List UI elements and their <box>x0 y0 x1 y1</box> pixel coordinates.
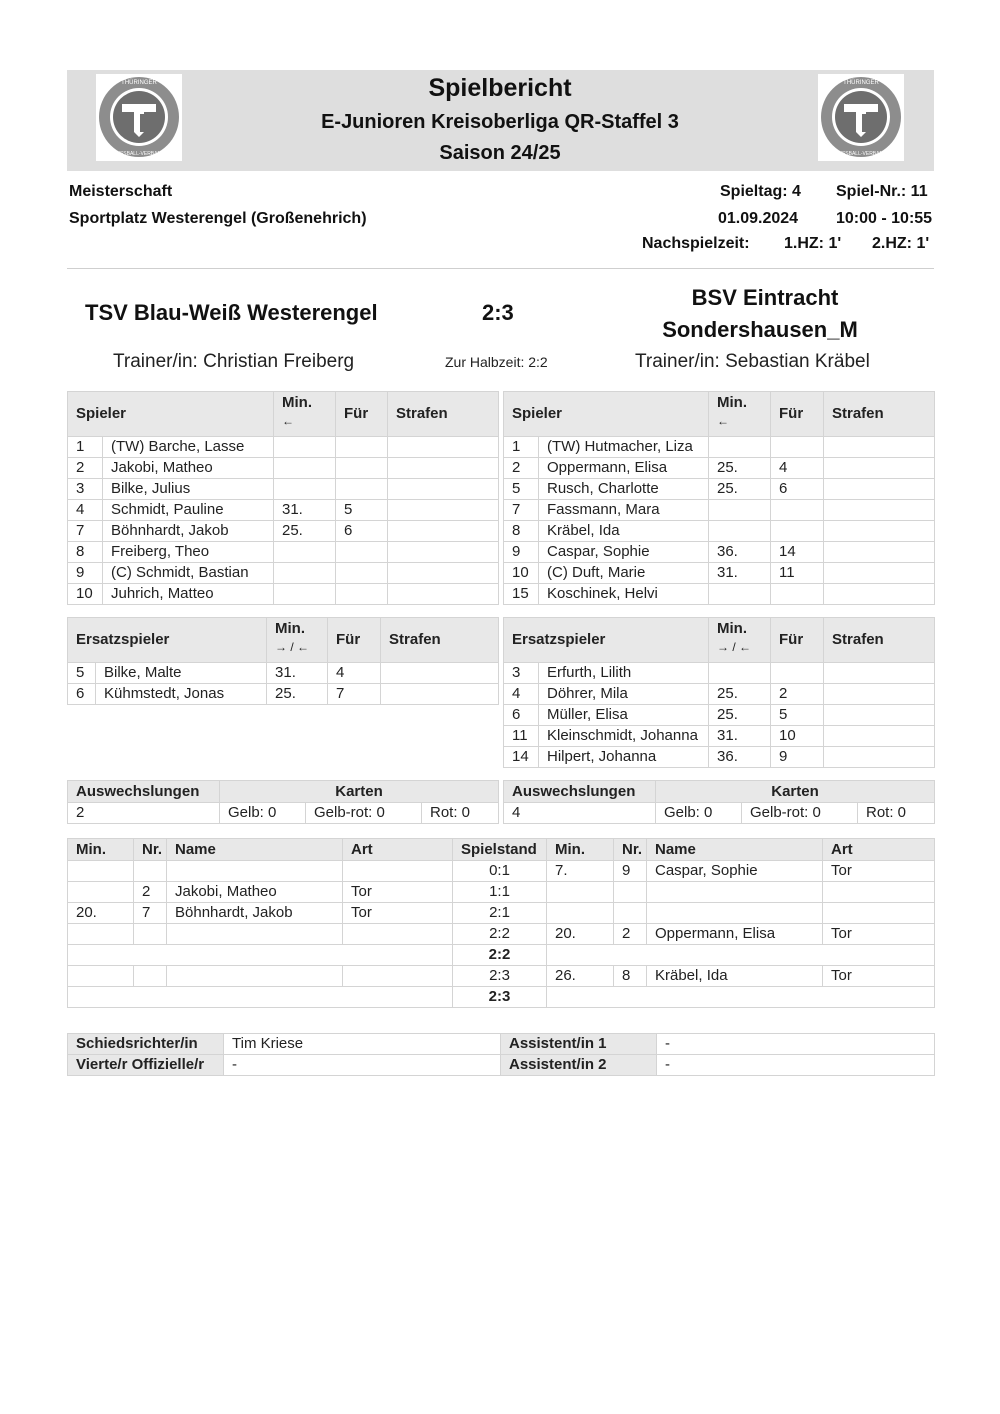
referee-label: Schiedsrichter/in <box>68 1034 224 1055</box>
sub-for <box>336 479 388 500</box>
sub-for: 4 <box>328 663 381 684</box>
event-row <box>68 903 935 924</box>
subs-count: 4 <box>504 803 656 824</box>
sub-minute: 25. <box>709 479 771 500</box>
player-row <box>504 458 935 479</box>
penalties <box>388 521 499 542</box>
penalties <box>824 479 935 500</box>
penalties <box>388 584 499 605</box>
player-number: 6 <box>504 705 539 726</box>
player-row <box>68 684 499 705</box>
col-header-subs: Ersatzspieler <box>68 618 267 663</box>
player-name: Kräbel, Ida <box>539 521 709 542</box>
event-row <box>68 945 935 966</box>
sub-minute <box>709 584 771 605</box>
event-home-name <box>167 966 343 987</box>
sub-for: 5 <box>771 705 824 726</box>
penalties <box>824 584 935 605</box>
player-number: 8 <box>504 521 539 542</box>
player-row <box>504 500 935 521</box>
event-row <box>68 966 935 987</box>
col-header-min: Min. <box>547 839 614 861</box>
penalties <box>824 684 935 705</box>
col-header-score: Spielstand <box>453 839 547 861</box>
sub-for: 9 <box>771 747 824 768</box>
player-number: 10 <box>504 563 539 584</box>
event-away-type: Tor <box>823 924 935 945</box>
player-row <box>68 542 499 563</box>
event-away-name <box>647 903 823 924</box>
penalties <box>824 563 935 584</box>
event-home-empty <box>68 945 453 966</box>
sub-minute: 31. <box>267 663 328 684</box>
away-trainer: Trainer/in: Sebastian Kräbel <box>635 351 870 372</box>
event-home-number: 2 <box>134 882 167 903</box>
match-time: 10:00 - 10:55 <box>836 210 933 227</box>
event-away-number: 8 <box>614 966 647 987</box>
home-subs-table <box>67 617 499 705</box>
player-name: (C) Schmidt, Bastian <box>103 563 274 584</box>
event-home-minute <box>68 861 134 882</box>
fourth-official-name: - <box>224 1055 501 1076</box>
event-home-name: Böhnhardt, Jakob <box>167 903 343 924</box>
event-away-type <box>823 882 935 903</box>
col-header-min: Min. → / ← <box>267 618 328 663</box>
player-name: Caspar, Sophie <box>539 542 709 563</box>
col-header-subs: Ersatzspieler <box>504 618 709 663</box>
event-score: 1:1 <box>453 882 547 903</box>
sub-minute: 31. <box>709 726 771 747</box>
penalties <box>381 663 499 684</box>
event-away-minute: 20. <box>547 924 614 945</box>
event-score: 2:1 <box>453 903 547 924</box>
event-home-number: 7 <box>134 903 167 924</box>
penalties <box>824 500 935 521</box>
event-away-number: 9 <box>614 861 647 882</box>
player-row <box>68 521 499 542</box>
player-name: (C) Duft, Marie <box>539 563 709 584</box>
player-name: Juhrich, Matteo <box>103 584 274 605</box>
sub-minute <box>709 521 771 542</box>
player-name: Kleinschmidt, Johanna <box>539 726 709 747</box>
event-score: 2:3 <box>453 987 547 1008</box>
sub-minute: 31. <box>709 563 771 584</box>
player-name: Rusch, Charlotte <box>539 479 709 500</box>
competition: Meisterschaft <box>69 183 173 200</box>
player-row <box>504 747 935 768</box>
player-name: Kühmstedt, Jonas <box>96 684 267 705</box>
event-score: 2:2 <box>453 924 547 945</box>
subs-count: 2 <box>68 803 220 824</box>
away-players-table <box>503 391 935 605</box>
penalties <box>388 458 499 479</box>
sub-for <box>771 521 824 542</box>
event-home-name <box>167 924 343 945</box>
player-name: Böhnhardt, Jakob <box>103 521 274 542</box>
svg-text:FUSSBALL-VERBAND: FUSSBALL-VERBAND <box>113 151 165 157</box>
player-row <box>504 705 935 726</box>
event-home-empty <box>68 987 453 1008</box>
col-header-penalties: Strafen <box>388 392 499 437</box>
player-row <box>68 563 499 584</box>
penalties <box>824 458 935 479</box>
event-away-type: Tor <box>823 966 935 987</box>
player-number: 9 <box>504 542 539 563</box>
sub-for: 6 <box>336 521 388 542</box>
player-number: 5 <box>504 479 539 500</box>
sub-for: 14 <box>771 542 824 563</box>
player-number: 3 <box>504 663 539 684</box>
sub-for: 10 <box>771 726 824 747</box>
event-home-type <box>343 966 453 987</box>
penalties <box>824 521 935 542</box>
player-name: (TW) Barche, Lasse <box>103 437 274 458</box>
sub-minute <box>274 542 336 563</box>
player-number: 4 <box>68 500 103 521</box>
player-number: 7 <box>504 500 539 521</box>
col-header-penalties: Strafen <box>824 618 935 663</box>
col-header-penalties: Strafen <box>381 618 499 663</box>
cards-label: Karten <box>656 781 935 803</box>
sub-for <box>771 663 824 684</box>
red-cards: Rot: 0 <box>858 803 935 824</box>
player-number: 14 <box>504 747 539 768</box>
sub-for <box>336 458 388 479</box>
penalties <box>388 500 499 521</box>
player-name: Oppermann, Elisa <box>539 458 709 479</box>
home-players-table <box>67 391 499 605</box>
match-date: 01.09.2024 <box>718 210 799 227</box>
player-name: Müller, Elisa <box>539 705 709 726</box>
sub-for: 7 <box>328 684 381 705</box>
referee-name: Tim Kriese <box>224 1034 501 1055</box>
event-away-minute: 7. <box>547 861 614 882</box>
penalties <box>388 542 499 563</box>
penalties <box>824 663 935 684</box>
sub-minute: 31. <box>274 500 336 521</box>
player-number: 9 <box>68 563 103 584</box>
away-team-line2: Sondershausen_M <box>662 317 858 342</box>
player-row <box>68 584 499 605</box>
divider <box>67 268 934 269</box>
player-name: Freiberg, Theo <box>103 542 274 563</box>
player-number: 3 <box>68 479 103 500</box>
event-away-minute: 26. <box>547 966 614 987</box>
sub-for <box>336 563 388 584</box>
col-header-min: Min. ← <box>709 392 771 437</box>
away-summary-table <box>503 780 935 824</box>
sub-minute: 25. <box>709 684 771 705</box>
penalties <box>824 437 935 458</box>
matchday: Spieltag: 4 <box>720 183 801 200</box>
col-header-name: Name <box>647 839 823 861</box>
event-home-type <box>343 924 453 945</box>
player-row <box>504 437 935 458</box>
sub-for <box>336 437 388 458</box>
col-header-for: Für <box>771 392 824 437</box>
col-header-penalties: Strafen <box>824 392 935 437</box>
assistant1-label: Assistent/in 1 <box>501 1034 657 1055</box>
cards-label: Karten <box>220 781 499 803</box>
svg-text:THÜRINGER: THÜRINGER <box>121 80 157 86</box>
col-header-nr: Nr. <box>134 839 167 861</box>
sub-minute <box>274 437 336 458</box>
match-events-table <box>67 838 935 1008</box>
sub-minute: 36. <box>709 747 771 768</box>
event-score: 0:1 <box>453 861 547 882</box>
halftime-score: Zur Halbzeit: 2:2 <box>445 354 548 370</box>
sub-minute <box>274 479 336 500</box>
penalties <box>824 705 935 726</box>
penalties <box>824 726 935 747</box>
extra-time-h1: 1.HZ: 1' <box>784 235 842 252</box>
player-row <box>68 458 499 479</box>
yellow-cards: Gelb: 0 <box>656 803 742 824</box>
home-trainer: Trainer/in: Christian Freiberg <box>113 351 355 372</box>
event-away-name <box>647 882 823 903</box>
player-number: 6 <box>68 684 96 705</box>
venue: Sportplatz Westerengel (Großenehrich) <box>69 210 367 227</box>
report-title: Spielbericht <box>428 74 572 102</box>
event-score: 2:3 <box>453 966 547 987</box>
col-header-for: Für <box>328 618 381 663</box>
sub-minute: 25. <box>267 684 328 705</box>
away-team-line1: BSV Eintracht <box>691 285 839 310</box>
sub-minute: 25. <box>274 521 336 542</box>
event-home-type: Tor <box>343 903 453 924</box>
event-away-name: Oppermann, Elisa <box>647 924 823 945</box>
sub-minute: 36. <box>709 542 771 563</box>
red-cards: Rot: 0 <box>422 803 499 824</box>
sub-for <box>336 584 388 605</box>
officials-table <box>67 1033 935 1076</box>
event-home-type: Tor <box>343 882 453 903</box>
penalties <box>388 479 499 500</box>
player-number: 5 <box>68 663 96 684</box>
sub-minute <box>709 500 771 521</box>
final-score: 2:3 <box>482 300 514 325</box>
player-number: 4 <box>504 684 539 705</box>
event-home-minute <box>68 924 134 945</box>
col-header-type: Art <box>343 839 453 861</box>
col-header-name: Name <box>167 839 343 861</box>
player-row <box>68 479 499 500</box>
penalties <box>388 437 499 458</box>
event-away-number: 2 <box>614 924 647 945</box>
season: Saison 24/25 <box>439 142 561 164</box>
event-home-number <box>134 966 167 987</box>
col-header-for: Für <box>336 392 388 437</box>
event-home-minute <box>68 882 134 903</box>
sub-minute <box>709 437 771 458</box>
extra-time-label: Nachspielzeit: <box>642 235 750 252</box>
event-away-type: Tor <box>823 861 935 882</box>
league-name: E-Junioren Kreisoberliga QR-Staffel 3 <box>321 111 679 133</box>
event-away-name: Caspar, Sophie <box>647 861 823 882</box>
player-name: Fassmann, Mara <box>539 500 709 521</box>
event-home-number <box>134 924 167 945</box>
player-row <box>504 479 935 500</box>
sub-for <box>771 437 824 458</box>
yellow-red-cards: Gelb-rot: 0 <box>306 803 422 824</box>
col-header-type: Art <box>823 839 935 861</box>
player-name: (TW) Hutmacher, Liza <box>539 437 709 458</box>
sub-for <box>336 542 388 563</box>
sub-for: 5 <box>336 500 388 521</box>
event-away-name: Kräbel, Ida <box>647 966 823 987</box>
event-row <box>68 987 935 1008</box>
col-header-player: Spieler <box>504 392 709 437</box>
col-header-player: Spieler <box>68 392 274 437</box>
event-away-empty <box>547 945 935 966</box>
player-name: Bilke, Julius <box>103 479 274 500</box>
event-home-name <box>167 861 343 882</box>
player-row <box>504 542 935 563</box>
col-header-min: Min. ← <box>274 392 336 437</box>
event-home-name: Jakobi, Matheo <box>167 882 343 903</box>
home-team: TSV Blau-Weiß Westerengel <box>85 300 378 325</box>
event-score: 2:2 <box>453 945 547 966</box>
sub-for: 11 <box>771 563 824 584</box>
event-row <box>68 861 935 882</box>
sub-for: 2 <box>771 684 824 705</box>
sub-minute: 25. <box>709 458 771 479</box>
player-name: Koschinek, Helvi <box>539 584 709 605</box>
assistant2-label: Assistent/in 2 <box>501 1055 657 1076</box>
player-row <box>68 437 499 458</box>
event-home-minute: 20. <box>68 903 134 924</box>
player-name: Bilke, Malte <box>96 663 267 684</box>
sub-for <box>771 500 824 521</box>
col-header-min: Min. → / ← <box>709 618 771 663</box>
player-name: Schmidt, Pauline <box>103 500 274 521</box>
sub-for: 6 <box>771 479 824 500</box>
subs-count-label: Auswechslungen <box>504 781 656 803</box>
sub-for <box>771 584 824 605</box>
sub-minute <box>274 584 336 605</box>
player-number: 8 <box>68 542 103 563</box>
player-row <box>504 521 935 542</box>
svg-text:THÜRINGER: THÜRINGER <box>843 80 879 86</box>
away-subs-table <box>503 617 935 768</box>
player-number: 1 <box>504 437 539 458</box>
event-away-number <box>614 882 647 903</box>
player-number: 2 <box>68 458 103 479</box>
event-home-number <box>134 861 167 882</box>
match-number: Spiel-Nr.: 11 <box>836 183 928 200</box>
sub-for: 4 <box>771 458 824 479</box>
extra-time-h2: 2.HZ: 1' <box>872 235 930 252</box>
sub-minute <box>274 563 336 584</box>
assistant2-name: - <box>657 1055 935 1076</box>
player-row <box>504 663 935 684</box>
player-name: Erfurth, Lilith <box>539 663 709 684</box>
player-number: 11 <box>504 726 539 747</box>
player-number: 1 <box>68 437 103 458</box>
sub-minute: 25. <box>709 705 771 726</box>
player-number: 2 <box>504 458 539 479</box>
sub-minute <box>709 663 771 684</box>
event-away-number <box>614 903 647 924</box>
event-home-type <box>343 861 453 882</box>
player-number: 7 <box>68 521 103 542</box>
event-away-minute <box>547 882 614 903</box>
col-header-min: Min. <box>68 839 134 861</box>
player-row <box>504 584 935 605</box>
event-home-minute <box>68 966 134 987</box>
home-summary-table <box>67 780 499 824</box>
sub-minute <box>274 458 336 479</box>
player-number: 10 <box>68 584 103 605</box>
col-header-nr: Nr. <box>614 839 647 861</box>
event-away-type <box>823 903 935 924</box>
penalties <box>824 542 935 563</box>
fourth-official-label: Vierte/r Offizielle/r <box>68 1055 224 1076</box>
player-row <box>504 563 935 584</box>
svg-text:FUSSBALL-VERBAND: FUSSBALL-VERBAND <box>835 151 887 157</box>
subs-count-label: Auswechslungen <box>68 781 220 803</box>
player-row <box>68 500 499 521</box>
event-away-empty <box>547 987 935 1008</box>
penalties <box>824 747 935 768</box>
player-name: Hilpert, Johanna <box>539 747 709 768</box>
penalties <box>381 684 499 705</box>
event-row <box>68 924 935 945</box>
player-row <box>504 726 935 747</box>
yellow-red-cards: Gelb-rot: 0 <box>742 803 858 824</box>
player-number: 15 <box>504 584 539 605</box>
assistant1-name: - <box>657 1034 935 1055</box>
yellow-cards: Gelb: 0 <box>220 803 306 824</box>
event-row <box>68 882 935 903</box>
player-name: Döhrer, Mila <box>539 684 709 705</box>
col-header-for: Für <box>771 618 824 663</box>
event-away-minute <box>547 903 614 924</box>
penalties <box>388 563 499 584</box>
player-row <box>68 663 499 684</box>
player-row <box>504 684 935 705</box>
player-name: Jakobi, Matheo <box>103 458 274 479</box>
